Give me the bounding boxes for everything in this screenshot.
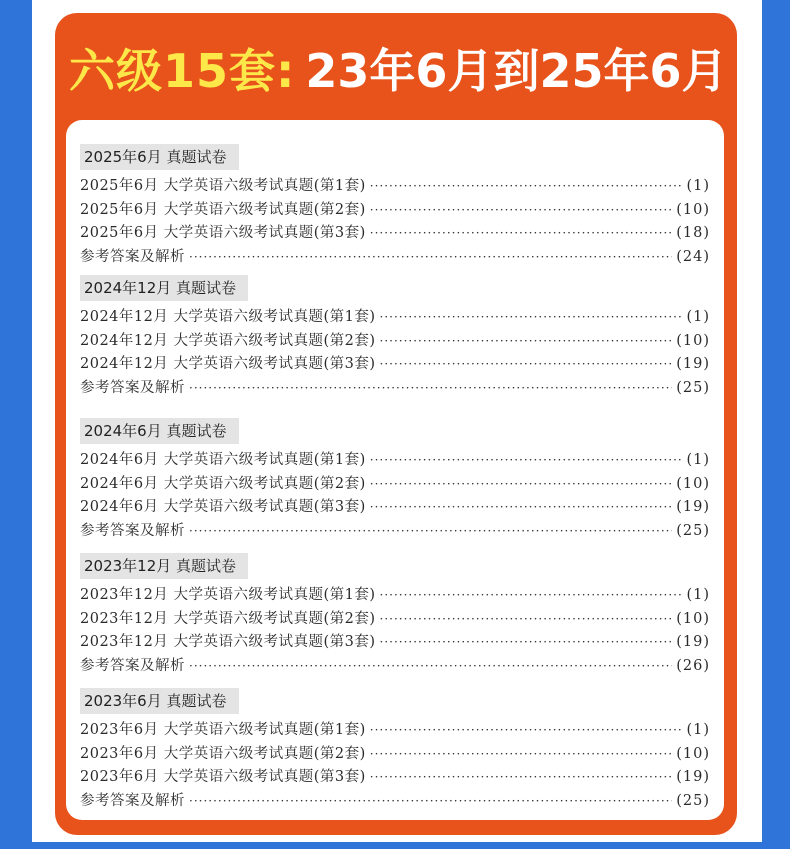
toc-row[interactable] bbox=[80, 765, 710, 789]
toc-label: 2024年12月 大学英语六级考试真题(第2套) bbox=[80, 332, 376, 349]
toc-page: (1) bbox=[686, 178, 710, 194]
toc-label: 2023年12月 大学英语六级考试真题(第3套) bbox=[80, 634, 376, 650]
right-blue-border bbox=[762, 0, 790, 849]
toc-label: 2025年6月 大学英语六级考试真题(第2套) bbox=[80, 201, 366, 218]
leader-dots bbox=[370, 453, 683, 467]
toc-row[interactable] bbox=[80, 174, 710, 198]
section-heading: 2024年12月 真题试卷 bbox=[80, 275, 248, 301]
toc-label: 2023年12月 大学英语六级考试真题(第1套) bbox=[80, 587, 376, 603]
toc-row[interactable] bbox=[80, 607, 710, 631]
section-heading: 2025年6月 真题试卷 bbox=[80, 144, 239, 170]
toc-page: (25) bbox=[676, 522, 710, 539]
left-blue-border bbox=[0, 0, 32, 849]
contents-panel bbox=[66, 120, 724, 820]
bottom-blue-border bbox=[32, 842, 762, 849]
section-2023-06 bbox=[80, 688, 710, 812]
toc-label: 2024年12月 大学英语六级考试真题(第3套) bbox=[80, 356, 376, 372]
toc-label: 2023年6月 大学英语六级考试真题(第3套) bbox=[80, 769, 366, 785]
toc-page: (24) bbox=[676, 248, 710, 265]
toc-page: (10) bbox=[676, 332, 710, 349]
leader-dots bbox=[370, 477, 672, 491]
toc-row[interactable] bbox=[80, 495, 710, 519]
toc-row[interactable] bbox=[80, 221, 710, 245]
toc-label: 2024年12月 大学英语六级考试真题(第1套) bbox=[80, 309, 376, 325]
toc-row[interactable] bbox=[80, 305, 710, 329]
toc-row[interactable] bbox=[80, 718, 710, 742]
leader-dots bbox=[189, 659, 672, 673]
toc-page: (19) bbox=[676, 634, 710, 650]
section-heading: 2023年12月 真题试卷 bbox=[80, 553, 248, 579]
leader-dots bbox=[380, 635, 673, 649]
toc-page: (10) bbox=[676, 475, 710, 492]
leader-dots bbox=[370, 179, 683, 193]
toc-label: 2025年6月 大学英语六级考试真题(第3套) bbox=[80, 225, 366, 241]
toc-row[interactable] bbox=[80, 448, 710, 472]
leader-dots bbox=[189, 524, 672, 538]
leader-dots bbox=[370, 770, 672, 784]
toc-row[interactable] bbox=[80, 519, 710, 543]
leader-dots bbox=[380, 357, 673, 371]
toc-page: (10) bbox=[676, 201, 710, 218]
leader-dots bbox=[189, 250, 672, 264]
toc-label: 2024年6月 大学英语六级考试真题(第2套) bbox=[80, 475, 366, 492]
toc-page: (19) bbox=[676, 356, 710, 372]
leader-dots bbox=[380, 588, 683, 602]
toc-row[interactable] bbox=[80, 583, 710, 607]
toc-label: 2023年6月 大学英语六级考试真题(第2套) bbox=[80, 745, 366, 762]
toc-row[interactable] bbox=[80, 630, 710, 654]
section-heading: 2023年6月 真题试卷 bbox=[80, 688, 239, 714]
leader-dots bbox=[370, 203, 672, 217]
toc-page: (1) bbox=[686, 452, 710, 468]
toc-page: (1) bbox=[686, 309, 710, 325]
section-heading: 2024年6月 真题试卷 bbox=[80, 418, 239, 444]
toc-page: (1) bbox=[686, 722, 710, 738]
toc-page: (10) bbox=[676, 745, 710, 762]
toc-label: 2023年6月 大学英语六级考试真题(第1套) bbox=[80, 722, 366, 738]
leader-dots bbox=[380, 310, 683, 324]
title-highlight: 六级15套: bbox=[69, 44, 296, 98]
toc-page: (18) bbox=[676, 225, 710, 241]
section-2024-12 bbox=[80, 275, 710, 399]
leader-dots bbox=[189, 794, 672, 808]
toc-page: (25) bbox=[676, 792, 710, 809]
toc-page: (10) bbox=[676, 610, 710, 627]
toc-label: 参考答案及解析 bbox=[80, 657, 185, 674]
leader-dots bbox=[380, 612, 673, 626]
toc-row[interactable] bbox=[80, 789, 710, 813]
toc-page: (26) bbox=[676, 657, 710, 674]
leader-dots bbox=[189, 381, 672, 395]
toc-page: (19) bbox=[676, 769, 710, 785]
toc-page: (19) bbox=[676, 499, 710, 515]
leader-dots bbox=[370, 500, 672, 514]
toc-label: 参考答案及解析 bbox=[80, 792, 185, 809]
toc-row[interactable] bbox=[80, 472, 710, 496]
toc-row[interactable] bbox=[80, 654, 710, 678]
toc-row[interactable] bbox=[80, 376, 710, 400]
leader-dots bbox=[370, 747, 672, 761]
toc-label: 2024年6月 大学英语六级考试真题(第3套) bbox=[80, 499, 366, 515]
toc-label: 2025年6月 大学英语六级考试真题(第1套) bbox=[80, 178, 366, 194]
toc-label: 参考答案及解析 bbox=[80, 522, 185, 539]
toc-page: (25) bbox=[676, 379, 710, 396]
toc-row[interactable] bbox=[80, 329, 710, 353]
toc-label: 2023年12月 大学英语六级考试真题(第2套) bbox=[80, 610, 376, 627]
toc-label: 参考答案及解析 bbox=[80, 248, 185, 265]
title-date-range: 23年6月到25年6月 bbox=[305, 44, 728, 98]
toc-row[interactable] bbox=[80, 742, 710, 766]
section-2025-06 bbox=[80, 144, 710, 268]
toc-label: 参考答案及解析 bbox=[80, 379, 185, 396]
title-banner bbox=[55, 13, 737, 123]
toc-label: 2024年6月 大学英语六级考试真题(第1套) bbox=[80, 452, 366, 468]
section-2023-12 bbox=[80, 553, 710, 677]
leader-dots bbox=[370, 723, 683, 737]
leader-dots bbox=[380, 334, 673, 348]
section-2024-06 bbox=[80, 418, 710, 542]
leader-dots bbox=[370, 226, 672, 240]
toc-page: (1) bbox=[686, 587, 710, 603]
toc-row[interactable] bbox=[80, 198, 710, 222]
toc-row[interactable] bbox=[80, 245, 710, 269]
toc-row[interactable] bbox=[80, 352, 710, 376]
